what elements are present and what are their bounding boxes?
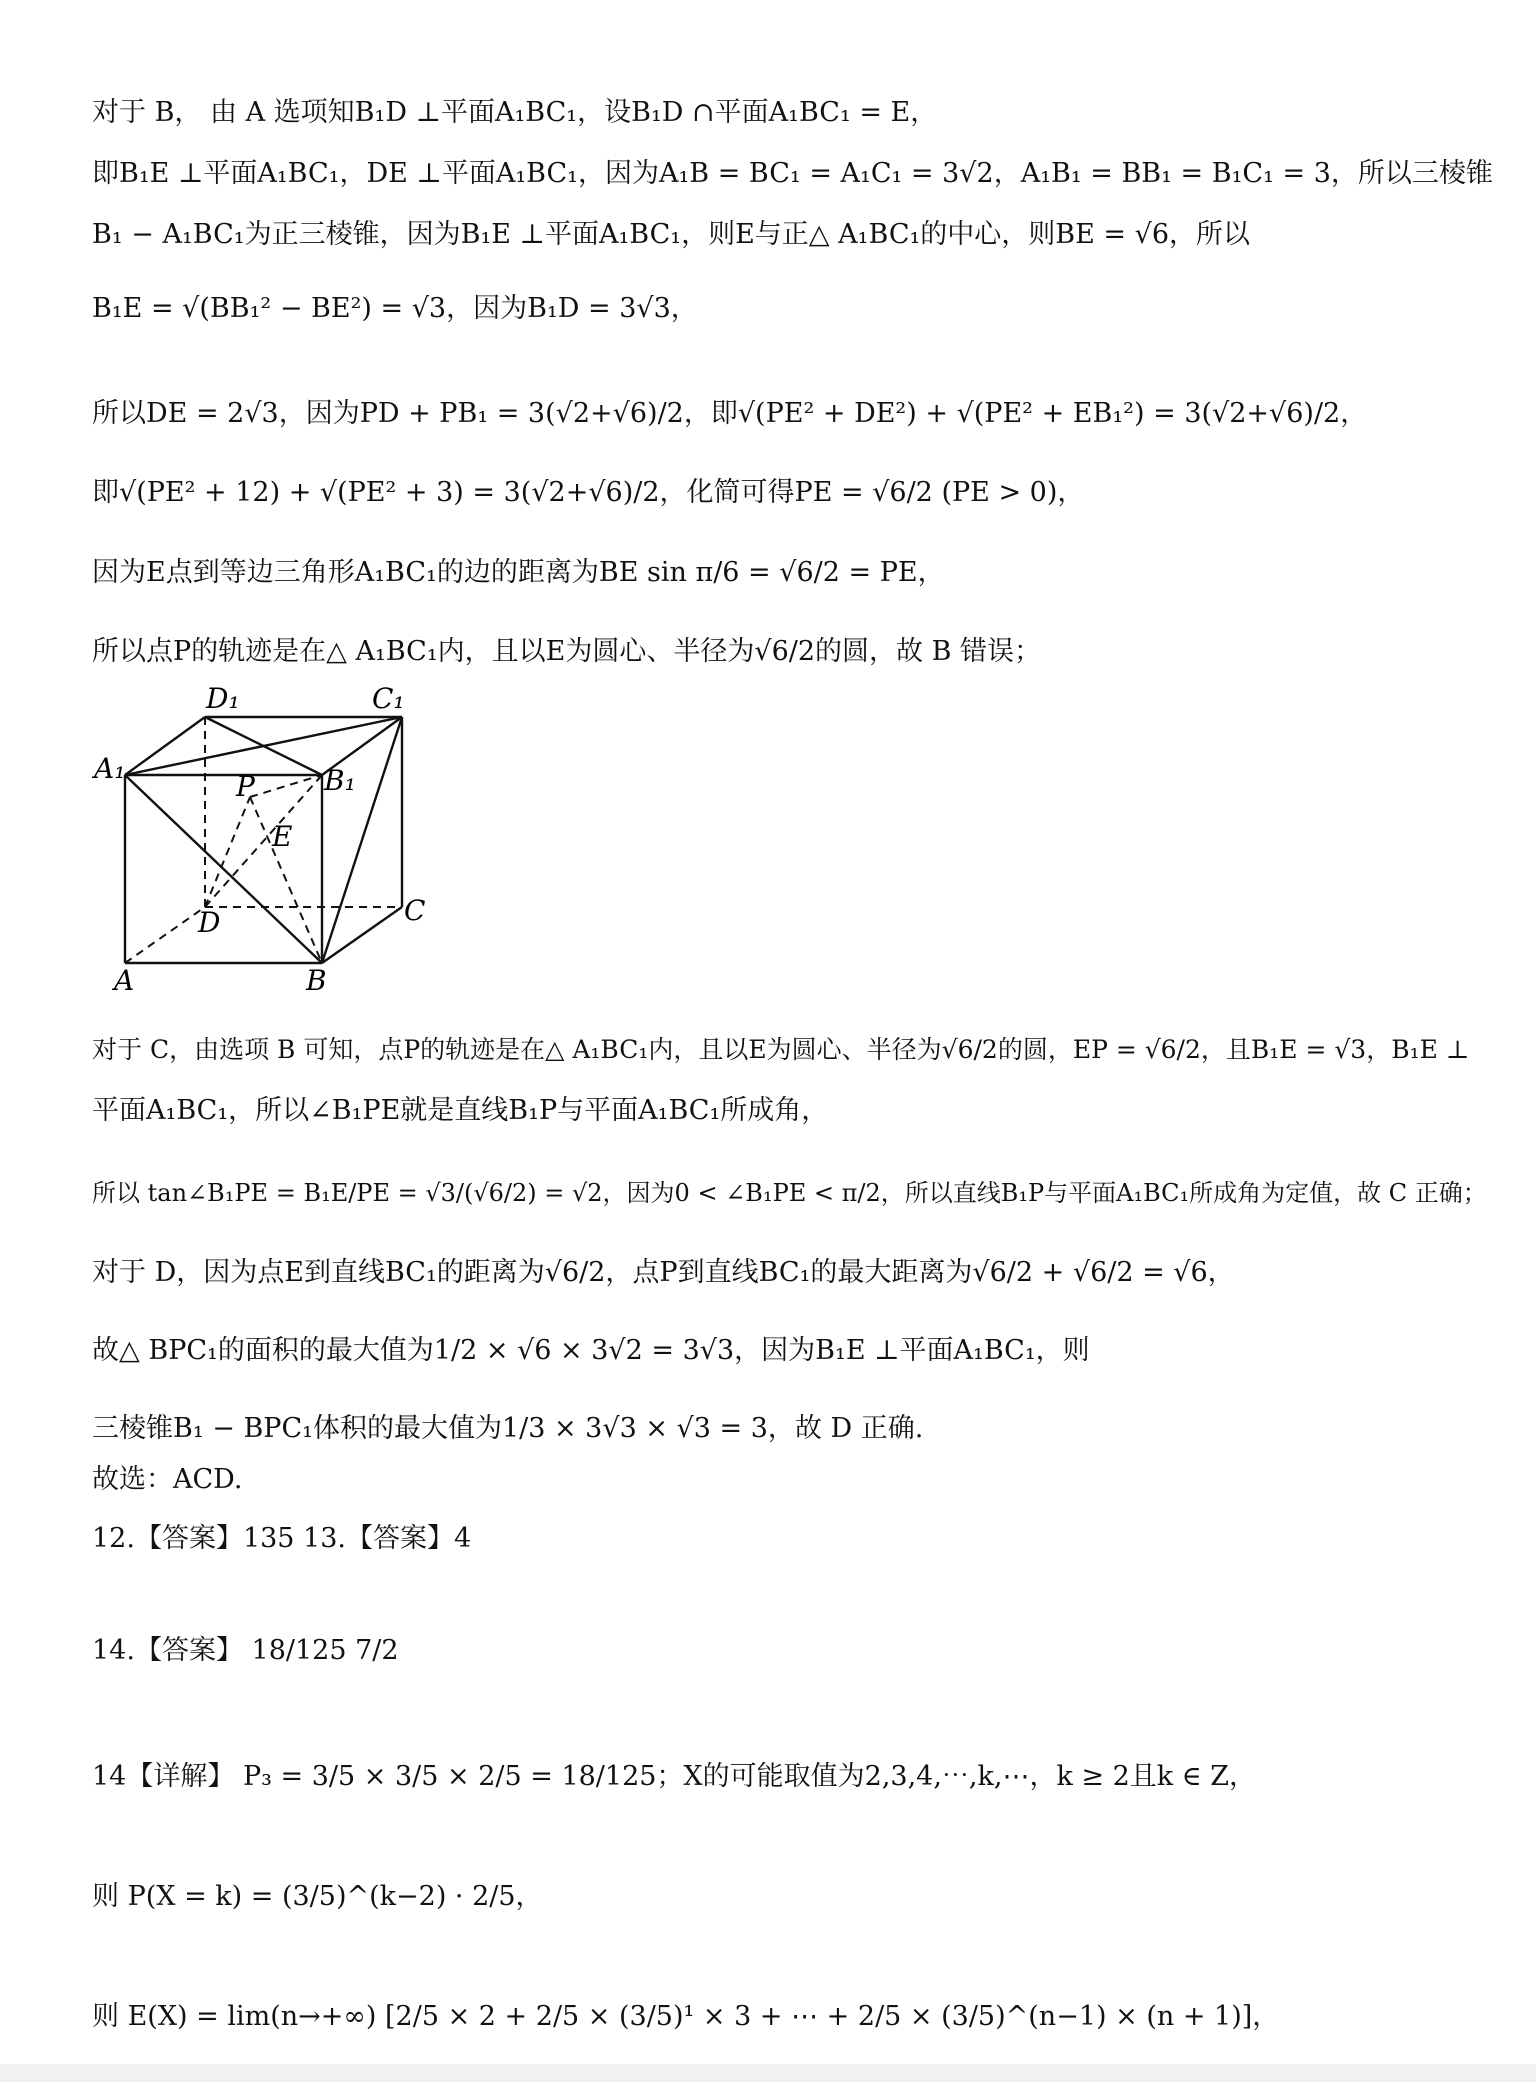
detail-14-line-1: 14【详解】 P₃ = 3/5 × 3/5 × 2/5 = 18/125；X的可能取值为2,3,4,⋯,k,⋯，k ≥ 2且k ∈ Z， — [92, 1761, 1257, 1792]
text-line-8: 所以点P的轨迹是在△ A₁BC₁内，且以E为圆心、半径为√6/2的圆，故 B 错误； — [92, 636, 1042, 667]
answer-14: 14.【答案】 18/125 7/2 — [92, 1635, 399, 1666]
text-line-10: 平面A₁BC₁，所以∠B₁PE就是直线B₁P与平面A₁BC₁所成角， — [92, 1095, 829, 1126]
text-line-14: 三棱锥B₁ − BPC₁体积的最大值为1/3 × 3√3 × √3 = 3，故 D 正确. — [92, 1413, 924, 1444]
label-C1: C₁ — [372, 682, 405, 715]
text-line-13: 故△ BPC₁的面积的最大值为1/2 × √6 × 3√2 = 3√3，因为B₁E ⊥平面A₁BC₁，则 — [92, 1335, 1090, 1366]
label-E: E — [272, 820, 293, 853]
text-line-9: 对于 C，由选项 B 可知，点P的轨迹是在△ A₁BC₁内，且以E为圆心、半径为√6/2的圆，EP = √6/2，且B₁E = √3，B₁E ⊥ — [92, 1035, 1470, 1064]
cube-figure — [90, 680, 450, 1000]
page-bottom-band — [0, 2064, 1536, 2082]
text-line-3: B₁ − A₁BC₁为正三棱锥，因为B₁E ⊥平面A₁BC₁，则E与正△ A₁BC₁的中心，则BE = √6，所以 — [92, 219, 1251, 250]
label-C: C — [404, 894, 426, 927]
label-A: A — [114, 964, 135, 997]
label-B: B — [306, 964, 327, 997]
text-line-15: 故选：ACD. — [92, 1464, 243, 1495]
text-line-12: 对于 D，因为点E到直线BC₁的距离为√6/2，点P到直线BC₁的最大距离为√6/2 + √6/2 = √6， — [92, 1257, 1235, 1288]
answer-12-13: 12.【答案】135 13.【答案】4 — [92, 1523, 472, 1554]
text-line-4: B₁E = √(BB₁² − BE²) = √3，因为B₁D = 3√3， — [92, 293, 698, 324]
text-line-6: 即√(PE² + 12) + √(PE² + 3) = 3(√2+√6)/2，化简可得PE = √6/2 (PE > 0)， — [92, 477, 1085, 508]
label-B1: B₁ — [324, 764, 356, 797]
label-D1: D₁ — [206, 682, 240, 715]
label-P: P — [236, 770, 255, 803]
label-A1: A₁ — [94, 752, 126, 785]
text-line-7: 因为E点到等边三角形A₁BC₁的边的距离为BE sin π/6 = √6/2 = PE， — [92, 557, 945, 588]
text-line-1: 对于 B， 由 A 选项知B₁D ⊥平面A₁BC₁，设B₁D ∩平面A₁BC₁ = E， — [92, 97, 938, 128]
detail-14-line-3: 则 E(X) = lim(n→+∞) [2/5 × 2 + 2/5 × (3/5)¹ × 3 + ⋯ + 2/5 × (3/5)^(n−1) × (n + 1)]， — [92, 2001, 1280, 2032]
text-line-5: 所以DE = 2√3，因为PD + PB₁ = 3(√2+√6)/2，即√(PE² + DE²) + √(PE² + EB₁²) = 3(√2+√6)/2， — [92, 398, 1368, 429]
detail-14-line-2: 则 P(X = k) = (3/5)^(k−2) · 2/5， — [92, 1881, 543, 1912]
text-line-2: 即B₁E ⊥平面A₁BC₁，DE ⊥平面A₁BC₁，因为A₁B = BC₁ = A₁C₁ = 3√2，A₁B₁ = BB₁ = B₁C₁ = 3，所以三棱锥 — [92, 158, 1493, 189]
text-line-11: 所以 tan∠B₁PE = B₁E/PE = √3/(√6/2) = √2，因为0 < ∠B₁PE < π/2，所以直线B₁P与平面A₁BC₁所成角为定值，故 C 正确； — [92, 1179, 1487, 1207]
label-D: D — [198, 906, 221, 939]
